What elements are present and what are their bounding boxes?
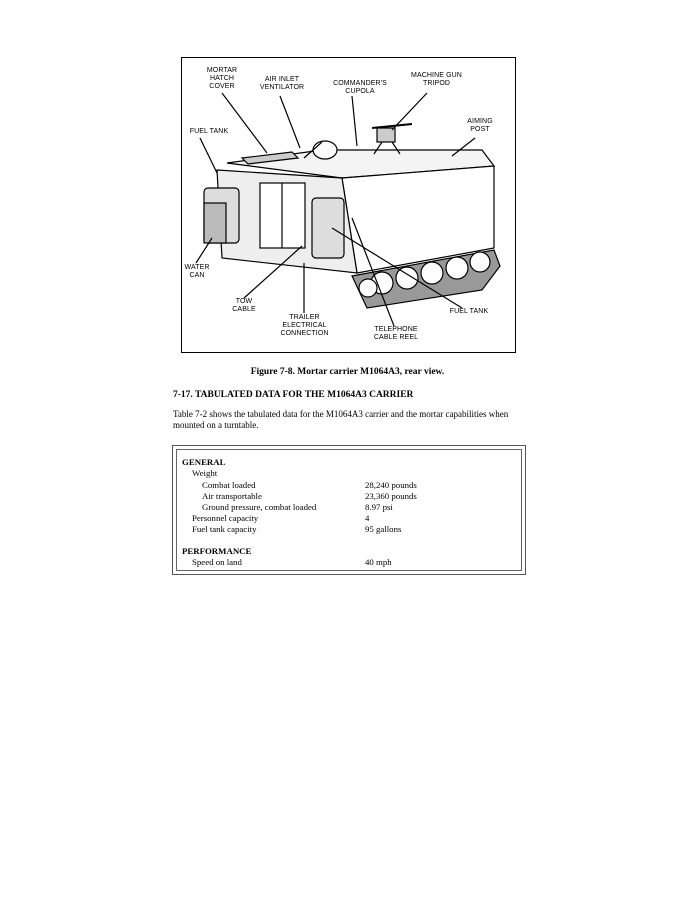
- section-heading: 7-17. TABULATED DATA FOR THE M1064A3 CARRIER: [173, 390, 414, 400]
- table-row: [192, 557, 392, 567]
- row-label: Ground pressure, combat loaded: [202, 502, 317, 512]
- label-tow-cable: TOW CABLE: [232, 298, 256, 313]
- row-value: 4: [365, 513, 370, 523]
- label-commanders-cupola: COMMANDER'S CUPOLA: [333, 80, 387, 95]
- table-row: [202, 491, 417, 501]
- label-fuel-tank-left: FUEL TANK: [189, 128, 229, 135]
- label-air-inlet-ventilator: AIR INLET VENTILATOR: [259, 76, 305, 91]
- row-label: Personnel capacity: [192, 513, 259, 523]
- row-value: 28,240 pounds: [365, 480, 417, 490]
- tabulated-data-table: [172, 445, 526, 575]
- label-trailer-electrical-connection: TRAILER ELECTRICAL CONNECTION: [280, 314, 329, 337]
- vehicle-figure: [181, 57, 516, 353]
- row-label: Combat loaded: [202, 480, 256, 490]
- row-value: 40 mph: [365, 557, 392, 567]
- label-machine-gun-tripod: MACHINE GUN TRIPOD: [411, 72, 462, 87]
- label-water-can: WATER CAN: [184, 264, 210, 279]
- label-aiming-post: AIMING POST: [467, 118, 493, 133]
- label-fuel-tank-right: FUEL TANK: [449, 308, 489, 315]
- figure-caption: Figure 7-8. Mortar carrier M1064A3, rear view.: [250, 367, 445, 377]
- row-value: 23,360 pounds: [365, 491, 417, 501]
- label-mortar-hatch-cover: MORTAR HATCH COVER: [206, 67, 238, 90]
- table-row: [202, 502, 393, 512]
- section-intro: Table 7-2 shows the tabulated data for the M1064A3 carrier and the mortar capabilities when mounted on a turntable.: [173, 409, 509, 430]
- row-label: Speed on land: [192, 557, 242, 567]
- row-value: 8.97 psi: [365, 502, 393, 512]
- performance-title: PERFORMANCE: [182, 546, 252, 556]
- table-row: [192, 524, 402, 534]
- table-row: [192, 513, 370, 523]
- row-value: 95 gallons: [365, 524, 402, 534]
- weight-label: Weight: [192, 468, 218, 478]
- row-label: Fuel tank capacity: [192, 524, 257, 534]
- row-label: Air transportable: [202, 491, 262, 501]
- table-inner: [176, 449, 522, 571]
- table-row: [202, 480, 417, 490]
- label-telephone-cable-reel: TELEPHONE CABLE REEL: [373, 326, 419, 341]
- general-title: GENERAL: [182, 457, 226, 467]
